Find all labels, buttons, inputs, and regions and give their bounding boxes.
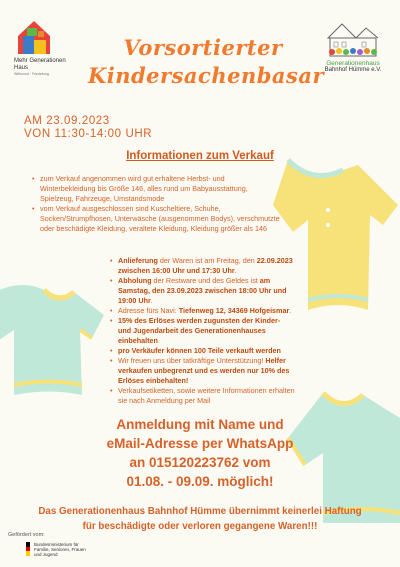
sponsor-label: Gefördert vom: [8, 532, 45, 538]
sale-details-list [110, 256, 295, 406]
event-date-time [24, 115, 152, 141]
left-logo-subtext: Wittmund · Friedeburg [14, 72, 49, 76]
mehrgenerationenhaus-logo [14, 18, 74, 76]
detail-item [110, 276, 295, 306]
detail-item [110, 256, 295, 276]
detail-bold: Abholung [118, 276, 152, 285]
detail-tail: . [150, 296, 153, 305]
detail-item [110, 356, 295, 386]
detail-bold: Anlieferung [118, 256, 158, 265]
baby-bodysuit-illustration-left [0, 270, 109, 400]
detail-text: Adresse fürs Navi: [118, 306, 179, 315]
registration-line-1: Anmeldung mit Name und [116, 417, 284, 432]
detail-bold: 15% des Erlöses werden zugunsten der Kinder- und Jugendarbeit des Generationenhauses einbehalten [118, 316, 281, 345]
detail-bold: pro Verkäufer können 100 Teile verkauft werden [118, 346, 281, 355]
registration-line-4: 01.08. - 09.09. möglich! [126, 474, 274, 489]
detail-bold2: 22.09.2023 zwischen 16:00 Uhr und 17:30 Uhr [118, 256, 293, 275]
info-heading: Informationen zum Verkauf [126, 150, 274, 162]
ministry-name: Bundesministerium für Familie, Senioren, Frauen und Jugend [34, 542, 86, 557]
list-item: • zum Verkauf angenommen wird gut erhaltene Herbst- und Winterbekleidung bis Größe 146, alles rund um Babyausstattung, Spielzeug, Fahrzeuge, Umstandsmode [32, 174, 282, 204]
disclaimer-line-2: für beschädigte oder verloren gegangene Waren!!! [82, 521, 318, 532]
title-line-1: Vorsortierter [123, 35, 283, 60]
registration-line-3: an 015120223762 vom [129, 455, 271, 470]
detail-item [110, 306, 295, 316]
registration-notice [60, 415, 340, 491]
detail-text: Wir freuen uns über tatkräftige Unterstützung! [118, 356, 266, 365]
sponsor-block [8, 532, 128, 557]
event-date: AM 23.09.2023 [24, 115, 110, 127]
station-building-icon [322, 16, 384, 58]
detail-text: der Waren ist am Freitag, den [157, 256, 257, 265]
detail-bold2: Tiefenweg 12, 34369 Hofgeismar [178, 306, 290, 315]
detail-bold2: am Samstag, den 23.09.2023 zwischen 18:00 Uhr und 19:00 Uhr [118, 276, 287, 305]
right-logo-name: Generationenhaus [326, 60, 380, 67]
detail-item [110, 386, 295, 406]
german-flag-icon [26, 542, 30, 556]
left-logo-text: Mehr Generationen Haus [14, 58, 66, 71]
detail-tail: . [289, 306, 292, 315]
list-item: • vom Verkauf ausgeschlossen sind Kuscheltiere, Schuhe, Socken/Strumpfhosen, Unterwäsche (ausgenommen Bodys), verschmutzte oder beschädigte Kleidung, veraltete Kleidung, Kleidung größer als 146 [32, 204, 282, 234]
detail-bold2: Helfer verkaufen unbegrenzt und es werden nur 10% des Erlöses einbehalten! [118, 356, 290, 385]
detail-text: der Restware und des Geldes ist [151, 276, 260, 285]
event-title [88, 34, 325, 90]
detail-tail: . [234, 266, 237, 275]
right-logo-subname: Bahnhof Hümme e.V. [324, 67, 382, 73]
registration-line-2: eMail-Adresse per WhatsApp [106, 436, 294, 451]
title-line-2: Kindersachenbasar [88, 63, 325, 88]
sale-info-list [32, 174, 282, 234]
house-logo-icon [14, 18, 54, 56]
event-time: VON 11:30-14:00 UHR [24, 128, 153, 140]
disclaimer-line-1: Das Generationenhaus Bahnhof Hümme übernimmt keinerlei Haftung [38, 506, 362, 517]
detail-text: Verkaufsetiketten, sowie weitere Informationen erhalten sie nach Anmeldung per Mail [118, 386, 295, 405]
detail-item [110, 346, 295, 356]
liability-disclaimer [20, 504, 380, 534]
detail-item [110, 316, 295, 346]
generationenhaus-logo [318, 16, 388, 73]
